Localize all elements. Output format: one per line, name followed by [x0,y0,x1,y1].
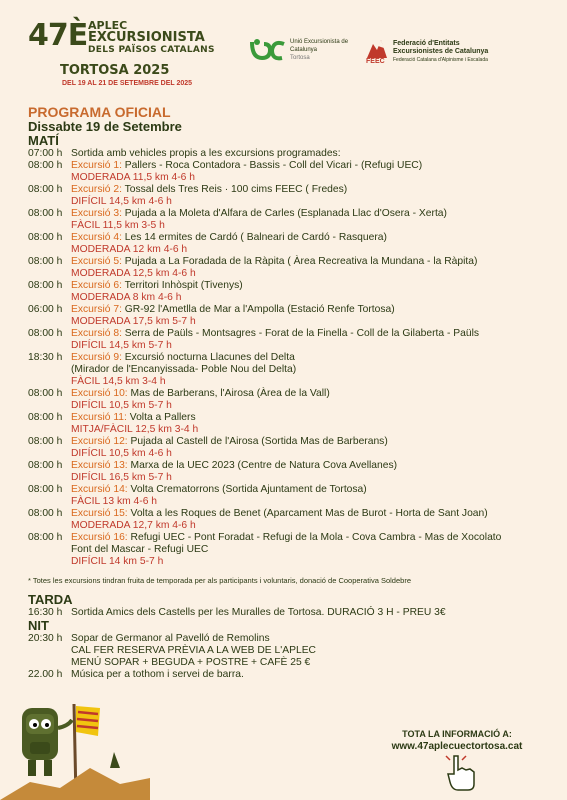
entry-body [71,280,548,304]
entry-time: 08:00 h [28,412,63,423]
entry-line [71,328,548,340]
excursion-route: Pujada a la Moleta d'Alfara de Carles (Esplanada Llac d'Osera - Xerta) [121,208,447,219]
program-entry [28,184,548,208]
program-entry [28,232,548,256]
program-note: * Totes les excursions tindran fruita de temporada per als participants i voluntaris, donació de Cooperativa Soldebre [28,576,411,585]
excursion-difficulty: FÀCIL 11,5 km 3-5 h [71,220,165,231]
entry-time: 22.00 h [28,669,63,680]
excursion-route: GR-92 l'Ametlla de Mar a l'Ampolla (Estació Renfe Tortosa) [121,304,395,315]
excursion-number: Excursió 4: [71,232,122,243]
entry-time: 16:30 h [28,607,63,618]
entry-time: 07:00 h [28,148,63,159]
excursion-route: Pujada a La Foradada de la Ràpita ( Àrea Recreativa la Mundana - la Ràpita) [121,256,478,267]
edition-number: 47È [28,18,88,53]
entry-time: 08:00 h [28,484,63,495]
excursion-difficulty: MODERADA 8 km 4-6 h [71,292,182,303]
excursion-difficulty: MODERADA 12,5 km 4-6 h [71,268,196,279]
feec-label: FEEC [366,58,385,65]
entry-line [71,304,548,316]
entry-time: 08:00 h [28,388,63,399]
entry-body [71,412,548,436]
entry-line [71,208,548,220]
excursion-number: Excursió 2: [71,184,122,195]
entry-body [71,148,548,160]
afternoon-entry [28,607,548,619]
afternoon-entries [28,607,548,619]
entry-body [71,208,548,232]
city-year: TORTOSA 2025 [60,63,170,78]
excursion-route: Sortida amb vehicles propis a les excursions programades: [71,148,341,159]
excursion-difficulty: DIFÍCIL 10,5 km 5-7 h [71,400,172,411]
excursion-number: Excursió 14: [71,484,128,495]
entry-line: CAL FER RESERVA PRÈVIA A LA WEB DE L'APLEC [71,645,316,656]
entry-line [71,148,548,160]
excursion-difficulty: MITJA/FÀCIL 12,5 km 3-4 h [71,424,199,435]
entry-body [71,460,548,484]
excursion-difficulty: DIFÍCIL 14 km 5-7 h [71,556,164,567]
entry-time: 08:00 h [28,208,63,219]
program-entry [28,532,548,568]
entry-time: 08:00 h [28,160,63,171]
entry-line [71,232,548,244]
excursion-number: Excursió 3: [71,208,122,219]
excursion-difficulty: DIFÍCIL 14,5 km 5-7 h [71,340,172,351]
entry-line [71,280,548,292]
excursion-number: Excursió 6: [71,280,122,291]
excursion-number: Excursió 12: [71,436,128,447]
night-heading: NIT [28,618,49,633]
entry-time: 08:00 h [28,256,63,267]
title-line3: DELS PAÏSOS CATALANS [88,45,215,55]
feec-name [393,40,493,64]
entry-time: 08:00 h [28,460,63,471]
excursion-number: Excursió 7: [71,304,122,315]
entry-body [71,256,548,280]
program-entry [28,412,548,436]
program-entry [28,328,548,352]
website-link[interactable]: www.47aplecuectortosa.cat [391,741,523,752]
program-entry [28,388,548,412]
entry-body [71,508,548,532]
entry-time: 08:00 h [28,280,63,291]
feec-mountain-icon [365,36,389,60]
uec-name [290,38,350,62]
entry-time: 06:00 h [28,304,63,315]
excursion-route: Mas de Barberans, l'Airosa (Àrea de la Vall) [127,388,330,399]
feec-name-text: Federació d'Entitats Excursionistes de Catalunya [393,40,489,55]
entry-line: MENÚ SOPAR + BEGUDA + POSTRE + CAFÈ 25 € [71,657,311,668]
program-entry [28,304,548,328]
footer-info [382,729,532,752]
entry-body [71,304,548,328]
program-entry [28,508,548,532]
uec-name-text: Unió Excursionista de Catalunya [290,39,349,53]
entry-time: 08:00 h [28,508,63,519]
entry-line: Música per a tothom i servei de barra. [71,669,244,680]
excursion-route-cont: (Mirador de l'Encanyissada- Poble Nou del Delta) [71,364,297,375]
entry-time: 20:30 h [28,633,63,644]
program-entry [28,352,548,388]
excursion-number: Excursió 11: [71,412,127,423]
excursion-route: Marxa de la UEC 2023 (Centre de Natura Cova Avellanes) [127,460,398,471]
excursion-number: Excursió 8: [71,328,122,339]
excursion-difficulty: MODERADA 17,5 km 5-7 h [71,316,196,327]
entry-line [71,484,548,496]
excursion-route: Volta a les Roques de Benet (Aparcament Mas de Burot - Horta de Sant Joan) [127,508,488,519]
excursion-difficulty: FÀCIL 13 km 4-6 h [71,496,158,507]
entry-line [71,160,548,172]
program-entry [28,484,548,508]
event-title [88,20,215,56]
excursion-difficulty: FÀCIL 14,5 km 3-4 h [71,376,166,387]
entry-body [71,352,548,388]
entry-line [71,436,548,448]
program-title: PROGRAMA OFICIAL [28,104,171,120]
excursion-difficulty: DIFÍCIL 10,5 km 4-6 h [71,448,172,459]
entry-text: Sortida Amics dels Castells per les Muralles de Tortosa. DURACIÓ 3 H - PREU 3€ [71,607,446,618]
entry-time: 08:00 h [28,184,63,195]
excursion-difficulty: MODERADA 12 km 4-6 h [71,244,188,255]
entry-line: Sopar de Germanor al Pavelló de Remolins [71,633,270,644]
entry-time: 08:00 h [28,328,63,339]
pointing-hand-icon [444,752,480,792]
program-entry [28,148,548,160]
backpack-mascot-icon [0,698,150,800]
excursion-difficulty: MODERADA 11,5 km 4-6 h [71,172,195,183]
entry-body [71,669,548,681]
program-entry [28,160,548,184]
excursion-route: Tossal dels Tres Reis · 100 cims FEEC ( Fredes) [121,184,348,195]
excursion-route: Volta a Pallers [126,412,196,423]
program-entry [28,256,548,280]
excursion-route: Refugi UEC - Pont Foradat - Refugi de la Mola - Cova Cambra - Mas de Xocolato [127,532,502,543]
entry-line [71,184,548,196]
excursion-route-cont: Font del Mascar - Refugi UEC [71,544,209,555]
excursion-route: Serra de Paüls - Montsagres - Forat de la Finella - Coll de la Gilaberta - Paüls [121,328,480,339]
night-entries [28,633,548,681]
excursion-number: Excursió 1: [71,160,122,171]
program-entry [28,280,548,304]
excursion-route: Territori Inhòspit (Tivenys) [121,280,243,291]
excursion-route: Pallers - Roca Contadora - Bassis - Coll del Vicari - (Refugi UEC) [121,160,423,171]
entry-body [71,388,548,412]
entry-line [71,508,548,520]
entry-body [71,633,548,669]
program-content [28,104,548,681]
night-entry [28,633,548,669]
entry-line [71,412,548,424]
night-entry [28,669,548,681]
title-line1: APLEC [88,19,128,32]
program-entry [28,460,548,484]
excursion-route: Excursió nocturna Llacunes del Delta [121,352,295,363]
entry-body [71,532,548,568]
afternoon-heading: TARDA [28,592,73,607]
program-entry [28,436,548,460]
entry-line [71,532,548,544]
excursion-number: Excursió 5: [71,256,122,267]
excursion-number: Excursió 10: [71,388,128,399]
excursion-route: Pujada al Castell de l'Airosa (Sortida Mas de Barberans) [127,436,388,447]
entry-line [71,460,548,472]
excursion-difficulty: DIFÍCIL 14,5 km 4-6 h [71,196,172,207]
excursion-number: Excursió 16: [71,532,128,543]
entry-body [71,160,548,184]
excursion-difficulty: MODERADA 12,7 km 4-6 h [71,520,196,531]
entry-line [71,352,548,364]
header [0,0,567,100]
excursion-route: Volta Crematorrons (Sortida Ajuntament de Tortosa) [127,484,367,495]
excursion-number: Excursió 13: [71,460,128,471]
morning-entries [28,148,548,568]
entry-time: 08:00 h [28,436,63,447]
entry-body [71,184,548,208]
excursion-number: Excursió 9: [71,352,122,363]
uec-sub-text: Tortosa [290,55,310,61]
entry-time: 18:30 h [28,352,63,363]
entry-line [71,256,548,268]
entry-body [71,436,548,460]
info-title: TOTA LA INFORMACIÓ A: [402,729,512,739]
entry-body [71,328,548,352]
entry-line [71,388,548,400]
entry-time: 08:00 h [28,232,63,243]
event-dates: DEL 19 AL 21 DE SETEMBRE DEL 2025 [62,80,193,87]
entry-time: 08:00 h [28,532,63,543]
excursion-difficulty: DIFÍCIL 16,5 km 5-7 h [71,472,172,483]
program-entry [28,208,548,232]
entry-body [71,232,548,256]
excursion-number: Excursió 15: [71,508,128,519]
uec-logo-icon [248,36,286,64]
morning-heading: MATÍ [28,133,59,148]
feec-sub-text: Federació Catalana d'Alpinisme i Escalada [393,57,488,63]
entry-body [71,484,548,508]
title-line2: EXCURSIONISTA [88,30,205,45]
program-day: Dissabte 19 de Setembre [28,119,182,134]
excursion-route: Les 14 ermites de Cardó ( Balneari de Cardó - Rasquera) [121,232,387,243]
